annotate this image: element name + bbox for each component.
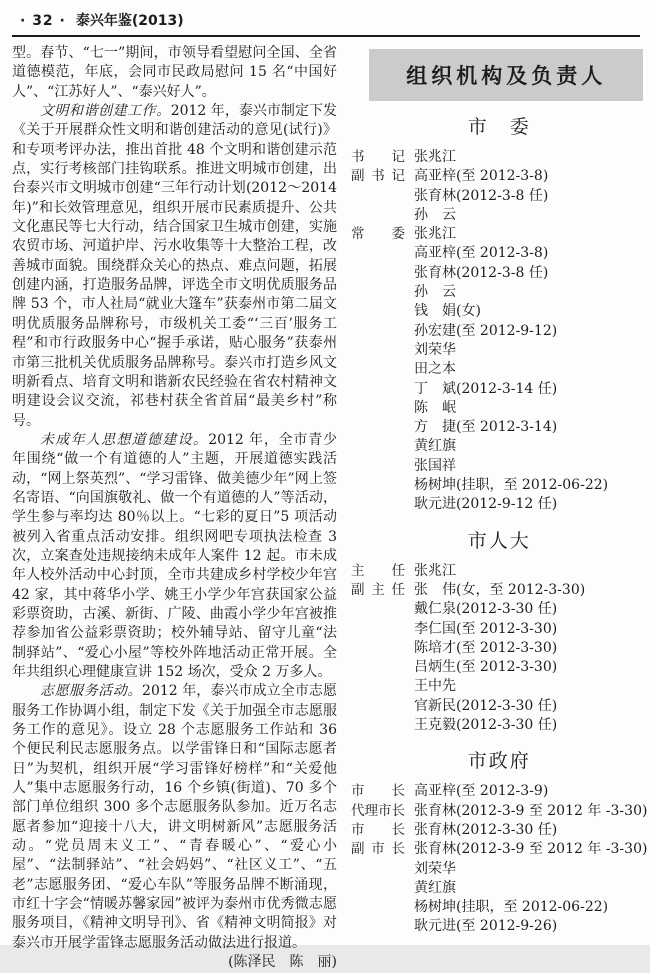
org-row: [351, 898, 647, 917]
org-row-name: 田之本: [414, 361, 456, 378]
org-row-label: [351, 322, 405, 341]
org-row-label: [351, 187, 405, 206]
paragraph-lead: 志愿服务活动。: [40, 683, 143, 700]
org-row: [351, 457, 647, 476]
org-row-name: 张育林(2012-3-9 至 2012 年 -3-30): [414, 841, 648, 858]
org-row-label: [351, 399, 405, 418]
org-row-label: [351, 264, 405, 283]
paragraph: [12, 682, 337, 971]
org-row-name: 方 捷(至 2012-3-14): [414, 419, 558, 436]
org-row-name: 杨树坤(挂职，至 2012-06-22): [414, 899, 609, 916]
org-row: [351, 860, 647, 879]
org-row: [351, 244, 647, 263]
org-row-name: 张兆江: [414, 562, 456, 579]
org-row-name: 张兆江: [414, 149, 456, 165]
org-row-name: 张育林(2012-3-9 至 2012 年 -3-30): [414, 802, 648, 819]
org-row: [351, 495, 647, 514]
org-column: [337, 44, 647, 973]
org-row-label: [351, 677, 405, 696]
org-row-name: 钱 娟(女): [414, 303, 481, 320]
org-row: [351, 917, 647, 936]
org-row-label: [351, 600, 405, 619]
paragraph-lead: 未成年人思想道德建设。: [40, 431, 209, 448]
content-columns: [12, 44, 648, 973]
org-row-label: [351, 898, 405, 917]
org-row-name: 刘荣华: [414, 341, 456, 358]
org-row: [351, 264, 647, 283]
org-row-name: 官新民(2012-3-30 任): [414, 697, 558, 714]
org-row-name: 孙 云: [414, 284, 456, 301]
org-row-name: 张育林(2012-3-8 任): [414, 264, 549, 281]
org-row-label: [351, 620, 405, 639]
org-row-label: [351, 418, 405, 437]
org-row: [351, 206, 647, 225]
org-row-name: 高亚梓(至 2012-3-8): [414, 245, 549, 262]
org-row: [351, 148, 647, 167]
org-row-name: 高亚梓(至 2012-3-8): [414, 168, 549, 185]
org-row-name: 杨树坤(挂职，至 2012-06-22): [414, 477, 609, 494]
org-row: [351, 821, 647, 840]
org-row-name: 张兆江: [414, 226, 456, 243]
org-row: [351, 562, 647, 581]
org-row-name: 丁 斌(2012-3-14 任): [414, 380, 558, 397]
org-row-label: [351, 658, 405, 677]
paragraph-text: 2012 年，泰兴市成立全市志愿服务工作协调小组，制定下发《关于加强全市志愿服务工作的意见》。设立 28 个志愿服务工作站和 36 个便民利民志愿服务点。以学雷锋日和“国际志愿者日”为契机，组织开展“学习雷锋好榜样”和“关爱他人”集中志愿服务行动，16 个乡镇(街道)、70 多个部门单位组织 300 多个志愿服务队参加。近万名志愿者参加“迎接十八大，讲文明树新风”志愿服务活动。“党员周末义工”、“青春暖心”、“爱心小屋”、“法制驿站”、“社会妈妈”、“社区义工”、“五老”志愿服务团、“爱心车队”等服务品牌不断涌现，市红十字会“情暖苏馨家园”被评为泰州市优秀微志愿服务项目，《精神文明导刊》、省《精神文明简报》对泰兴市开展学雷锋志愿服务活动做法进行报道。: [12, 683, 337, 951]
org-sections: [351, 112, 647, 937]
org-row: [351, 620, 647, 639]
org-row: [351, 360, 647, 379]
org-row: [351, 418, 647, 437]
page-number: · 32 ·: [20, 13, 66, 29]
org-row: [351, 437, 647, 456]
org-row: [351, 782, 647, 801]
org-row-label: [351, 360, 405, 379]
org-row-name: 张育林(2012-3-30 任): [414, 821, 558, 838]
org-row: [351, 697, 647, 716]
org-row-label: [351, 697, 405, 716]
org-title: 组织机构及负责人: [406, 64, 607, 88]
org-row: [351, 322, 647, 341]
org-row-name: 吕炳生(至 2012-3-30): [414, 659, 558, 676]
org-row-name: 高亚梓(至 2012-3-9): [414, 783, 549, 800]
org-row-name: 张育林(2012-3-8 任): [414, 187, 549, 204]
paragraph: [12, 431, 337, 682]
org-row-label: [351, 879, 405, 898]
org-row: [351, 677, 647, 696]
org-row-name: 耿元进(2012-9-12 任): [414, 496, 558, 513]
org-row-label: 常委: [351, 226, 405, 243]
org-row-name: 孙 云: [414, 206, 456, 223]
org-row: [351, 802, 647, 821]
org-row: [351, 476, 647, 495]
org-row-label: 市长: [351, 821, 405, 838]
org-row-label: [351, 437, 405, 456]
org-row-name: 王中先: [414, 678, 456, 695]
org-row-label: [351, 206, 405, 225]
article-column: [12, 44, 337, 973]
org-row-name: 黄红旗: [414, 879, 456, 896]
org-row: [351, 225, 647, 244]
org-row: [351, 341, 647, 360]
org-row-name: 张 伟(女，至 2012-3-30): [414, 581, 586, 598]
org-row-label: 书记: [351, 149, 405, 165]
org-row-label: [351, 244, 405, 263]
org-row: [351, 581, 647, 600]
org-row: [351, 399, 647, 418]
org-row: [351, 716, 647, 735]
org-row: [351, 380, 647, 399]
org-row-label: [351, 457, 405, 476]
org-row-label: [351, 283, 405, 302]
book-title: 泰兴年鉴(2013): [75, 13, 184, 29]
org-row-name: 耿元进(至 2012-9-26): [414, 918, 558, 935]
org-row: [351, 879, 647, 898]
org-row-label: [351, 860, 405, 879]
org-row-label: [351, 495, 405, 514]
org-row: [351, 658, 647, 677]
org-row-label: [351, 639, 405, 658]
org-row: [351, 840, 647, 859]
org-row-name: 刘荣华: [414, 860, 456, 877]
org-title-box: [369, 49, 643, 101]
paragraph-text: 2012 年，全市青少年围绕“做一个有道德的人”主题，开展道德实践活动，“网上祭英烈”、“学习雷锋、做美德少年”网上签名寄语、“向国旗敬礼、做一个有道德的人”等活动，学生参与率均达 80％以上。“七彩的夏日”5 项活动被列入省重点活动安排。组织网吧专项执法检查 3 次，立案查处违规接纳未成年人案件 12 起。市未成年人校外活动中心封顶，全市共建成乡村学校少年宫 42 家，其中蒋华小学、姚王小学少年宫获国家公益彩票资助，古溪、新街、广陵、曲霞小学少年宫被推荐参加省公益彩票资助；校外辅导站、留守儿童“法制驿站”、“爱心小屋”等校外阵地活动正常开展。全年共组织心理健康宣讲 152 场次，受众 2 万多人。: [12, 431, 337, 680]
paragraph-text: 2012 年，泰兴市制定下发《关于开展群众性文明和谐创建活动的意见(试行)》和专项考评办法，推出首批 48 个文明和谐创建示范点，实行考核部门挂钩联系。推进文明城市创建，出台泰兴市文明城市创建“三年行动计划(2012～2014 年)”和长效管理意见，组织开展市民素质提升、公共文化惠民等七大行动，结合国家卫生城市创建，实施农贸市场、河道护岸、污水收集等十大整治工程，改善城市面貌。围绕群众关心的热点、难点问题，拓展创建内涵，打造服务品牌，评选全市文明优质服务品牌 53 个，市人社局“就业大篷车”获泰州市第二届文明优质服务品牌称号，市级机关工委“‘三百’服务工程”和市行政服务中心“握手承诺，贴心服务”获泰州市第三批机关优质服务品牌称号。泰兴市打造乡风文明新看点、培育文明和谐新农民经验在省农村精神文明建设会议交流，祁巷村获全省首届“最美乡村”称号。: [12, 103, 337, 429]
org-row: [351, 283, 647, 302]
org-row: [351, 600, 647, 619]
section-title: 市 委: [467, 116, 531, 138]
org-row-label: [351, 341, 405, 360]
article-paragraphs: [12, 44, 337, 971]
org-row-label: [351, 380, 405, 399]
paragraph-lead: 文明和谐创建工作。: [40, 103, 171, 120]
org-row-label: [351, 302, 405, 321]
org-row: [351, 187, 647, 206]
org-row-name: 李仁国(至 2012-3-30): [414, 620, 558, 637]
org-row-label: 主任: [351, 562, 405, 579]
org-row-name: 陈 岷: [414, 399, 456, 416]
paragraph: [12, 44, 337, 102]
section-title: 市政府: [467, 750, 531, 773]
org-row-label: [351, 716, 405, 735]
section-title: 市人大: [467, 529, 531, 552]
org-row-name: 陈培才(至 2012-3-30): [414, 639, 558, 656]
org-row-label: 市长: [351, 783, 405, 800]
org-row-name: 孙宏建(至 2012-9-12): [414, 322, 558, 339]
org-row-label: [351, 476, 405, 495]
org-row-label: 代理市长: [351, 802, 405, 819]
byline: (陈泽民 陈 丽): [228, 954, 337, 971]
org-row-name: 戴仁泉(2012-3-30 任): [414, 601, 558, 618]
page-header: [12, 8, 640, 37]
paragraph-text: 型。春节、“七一”期间，市领导看望慰问全国、全省道德模范，年底，会同市民政局慰问 15 名“中国好人”、“江苏好人”、“泰兴好人”。: [12, 45, 337, 100]
org-row-label: 副书记: [351, 168, 405, 185]
org-row-name: 黄红旗: [414, 438, 456, 455]
org-row-label: 副市长: [351, 841, 405, 858]
org-row: [351, 639, 647, 658]
org-row-label: [351, 917, 405, 936]
org-row-name: 张国祥: [414, 457, 456, 474]
org-row: [351, 302, 647, 321]
org-row-label: 副主任: [351, 581, 405, 598]
paragraph: [12, 102, 337, 431]
org-row-name: 王克毅(2012-3-30 任): [414, 717, 558, 734]
org-row: [351, 167, 647, 186]
